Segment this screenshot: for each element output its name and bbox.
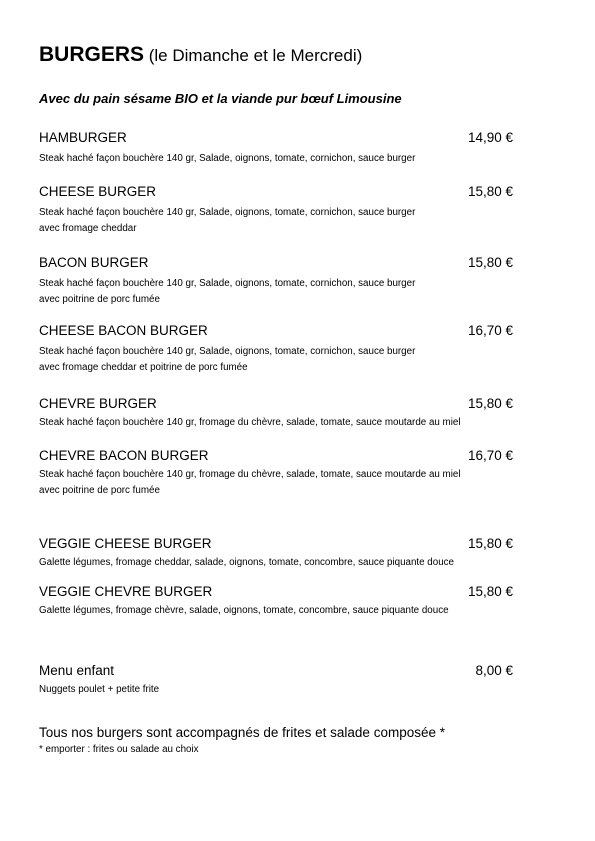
item-description xyxy=(39,344,513,376)
item-name: Menu enfant xyxy=(39,663,115,678)
item-name: VEGGIE CHEVRE BURGER xyxy=(39,584,213,599)
item-description xyxy=(39,151,513,167)
description-line: avec poitrine de porc fumée xyxy=(39,294,160,305)
menu-item-cheese-burger xyxy=(39,184,513,237)
menu-item-cheese-bacon-burger xyxy=(39,323,513,376)
item-price: 16,70 € xyxy=(467,323,513,338)
description-line: avec fromage cheddar xyxy=(39,223,137,234)
menu-item-hamburger xyxy=(39,130,513,167)
description-line: avec poitrine de porc fumée xyxy=(39,485,160,496)
page-title xyxy=(39,43,362,67)
description-line: Galette légumes, fromage chèvre, salade, oignons, tomate, concombre, sauce piquante douce xyxy=(39,605,449,616)
item-price: 15,80 € xyxy=(467,255,513,270)
item-price: 15,80 € xyxy=(467,584,513,599)
menu-item-veggie-chevre-burger xyxy=(39,584,513,619)
menu-item-chevre-burger xyxy=(39,396,513,431)
item-description xyxy=(39,682,513,698)
item-price: 8,00 € xyxy=(475,663,513,678)
menu-item-veggie-cheese-burger xyxy=(39,536,513,571)
description-line: Galette légumes, fromage cheddar, salade, oignons, tomate, concombre, sauce piquante douce xyxy=(39,557,454,568)
description-line: avec fromage cheddar et poitrine de porc fumée xyxy=(39,362,248,373)
item-name: VEGGIE CHEESE BURGER xyxy=(39,536,212,551)
item-description xyxy=(39,467,513,499)
item-description xyxy=(39,415,513,431)
title-suffix: (le Dimanche et le Mercredi) xyxy=(144,46,363,65)
item-name: CHEESE BACON BURGER xyxy=(39,323,208,338)
description-line: Steak haché façon bouchère 140 gr, Salade, oignons, tomate, cornichon, sauce burger xyxy=(39,153,416,164)
item-description xyxy=(39,276,513,308)
item-price: 15,80 € xyxy=(467,396,513,411)
item-description xyxy=(39,603,513,619)
description-line: Steak haché façon bouchère 140 gr, fromage du chèvre, salade, tomate, sauce moutarde au miel xyxy=(39,417,461,428)
item-name: CHEESE BURGER xyxy=(39,184,157,199)
item-name: CHEVRE BACON BURGER xyxy=(39,448,209,463)
description-line: Steak haché façon bouchère 140 gr, Salade, oignons, tomate, cornichon, sauce burger xyxy=(39,278,416,289)
footer-note xyxy=(39,725,445,755)
item-price: 15,80 € xyxy=(467,184,513,199)
item-price: 14,90 € xyxy=(467,130,513,145)
item-name: CHEVRE BURGER xyxy=(39,396,157,411)
menu-item-menu-enfant xyxy=(39,663,513,698)
item-description xyxy=(39,555,513,571)
description-line: Steak haché façon bouchère 140 gr, fromage du chèvre, salade, tomate, sauce moutarde au miel xyxy=(39,469,461,480)
page-subtitle: Avec du pain sésame BIO et la viande pur bœuf Limousine xyxy=(39,91,402,106)
item-description xyxy=(39,205,513,237)
item-price: 15,80 € xyxy=(467,536,513,551)
menu-item-bacon-burger xyxy=(39,255,513,308)
item-name: HAMBURGER xyxy=(39,130,127,145)
footer-takeaway-note: * emporter : frites ou salade au choix xyxy=(39,744,199,755)
item-name: BACON BURGER xyxy=(39,255,149,270)
item-price: 16,70 € xyxy=(467,448,513,463)
footer-main-text: Tous nos burgers sont accompagnés de frites et salade composée * xyxy=(39,725,445,740)
description-line: Steak haché façon bouchère 140 gr, Salade, oignons, tomate, cornichon, sauce burger xyxy=(39,207,416,218)
description-line: Steak haché façon bouchère 140 gr, Salade, oignons, tomate, cornichon, sauce burger xyxy=(39,346,416,357)
menu-item-chevre-bacon-burger xyxy=(39,448,513,499)
title-main: BURGERS xyxy=(39,43,145,66)
description-line: Nuggets poulet + petite frite xyxy=(39,684,160,695)
